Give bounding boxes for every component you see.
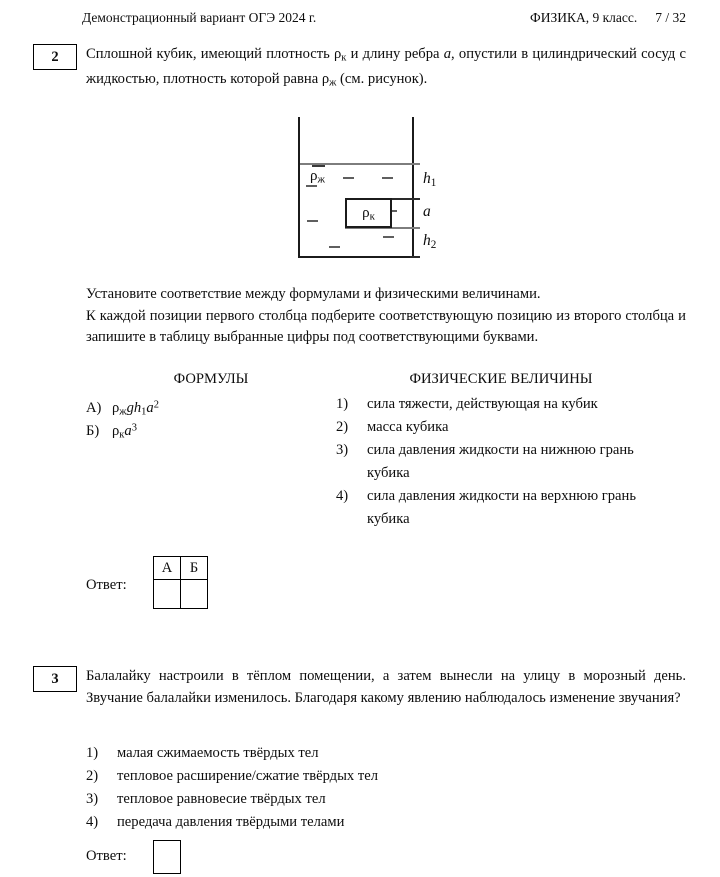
option-text-2: тепловое расширение/сжатие твёрдых тел bbox=[117, 768, 378, 784]
liquid-density-label: $\rho_ж$ bbox=[310, 169, 325, 188]
task-2-statement-text bbox=[86, 44, 686, 94]
option-text-1: малая сжимаемость твёрдых тел bbox=[117, 745, 319, 761]
quantity-row-3 bbox=[336, 439, 676, 485]
quantity-list bbox=[336, 393, 676, 531]
header-right-group bbox=[530, 8, 686, 28]
header-page-number: 7 / 32 bbox=[655, 10, 686, 25]
answer-header-b: Б bbox=[181, 557, 208, 580]
liquid-dash bbox=[383, 236, 394, 238]
task-2-answer-table[interactable] bbox=[153, 556, 208, 609]
header-exam-title: Демонстрационный вариант ОГЭ 2024 г. bbox=[82, 10, 317, 25]
option-text-4: передача давления твёрдыми телами bbox=[117, 814, 345, 830]
quantity-text-2: масса кубика bbox=[367, 419, 449, 435]
task-3-answer-label: Ответ: bbox=[86, 848, 127, 864]
option-row-4[interactable] bbox=[86, 811, 686, 834]
quantity-text-1: сила тяжести, действующая на кубик bbox=[367, 396, 598, 412]
option-marker-3: 3) bbox=[86, 791, 99, 807]
height-label-h2: $h_2$ bbox=[423, 232, 437, 251]
liquid-density-overbar bbox=[312, 165, 325, 167]
vessel-figure bbox=[0, 117, 720, 262]
stmt-part-3: , опустили в цилиндрический сосуд с жидкостью, плотность которой равна bbox=[86, 46, 686, 88]
task-2-answer-label: Ответ: bbox=[86, 577, 127, 593]
task-3-option-list bbox=[86, 742, 686, 834]
option-text-3: тепловое равновесие твёрдых тел bbox=[117, 791, 326, 807]
edge-symbol: a bbox=[443, 46, 452, 62]
height-label-h1: $h_1$ bbox=[423, 170, 437, 189]
quantity-row-1 bbox=[336, 393, 676, 416]
height-label-a: a bbox=[423, 203, 431, 220]
quantity-row-2 bbox=[336, 416, 676, 439]
quantity-row-4 bbox=[336, 485, 676, 531]
stmt-part-1: Сплошной кубик, имеющий плотность bbox=[86, 46, 334, 62]
quantity-marker-2: 2) bbox=[336, 419, 349, 435]
task-3-statement-text: Балалайку настроили в тёплом помещении, а затем вынесли на улицу в морозный день. Звучание балалайки изменилось. Благодаря какому явлению наблюдалось изменение звучания? bbox=[86, 668, 686, 706]
quantity-text-3: сила давления жидкости на нижнюю грань кубика bbox=[367, 442, 634, 481]
liquid-dash bbox=[382, 177, 393, 179]
quantity-marker-1: 1) bbox=[336, 396, 349, 412]
quantity-text-4: сила давления жидкости на верхнюю грань кубика bbox=[367, 488, 636, 527]
option-row-2[interactable] bbox=[86, 765, 686, 788]
option-marker-1: 1) bbox=[86, 745, 99, 761]
instructions-line-1: Установите соответствие между формулами и физическими величинами. bbox=[86, 286, 541, 302]
cube-shape bbox=[345, 198, 392, 228]
answer-cell-b[interactable] bbox=[181, 580, 208, 609]
quantity-marker-3: 3) bbox=[336, 442, 349, 458]
cube-density-label: $\rho_к$ bbox=[362, 205, 375, 223]
answer-table-header-row bbox=[154, 557, 208, 580]
option-row-1[interactable] bbox=[86, 742, 686, 765]
formula-expression-a: $\rho_жgh_1a^2$ bbox=[112, 399, 159, 418]
formula-list bbox=[86, 393, 336, 439]
column-header-quantities: ФИЗИЧЕСКИЕ ВЕЛИЧИНЫ bbox=[409, 371, 593, 387]
column-header-formulas: ФОРМУЛЫ bbox=[173, 371, 249, 387]
formula-row-a bbox=[86, 393, 336, 416]
instructions-line-2: К каждой позиции первого столбца подберите соответствующую позицию из второго столбца и запишите в таблицу выбранные цифры под соответствующими буквами. bbox=[86, 307, 686, 345]
formula-marker-a: А) bbox=[86, 399, 102, 416]
answer-cell-a[interactable] bbox=[154, 580, 181, 609]
task-2-statement bbox=[86, 44, 686, 94]
formula-row-b bbox=[86, 416, 336, 439]
header-subject: ФИЗИКА, 9 класс. bbox=[530, 10, 638, 25]
task-3-number: 3 bbox=[33, 666, 77, 692]
answer-table-input-row bbox=[154, 580, 208, 609]
quantity-marker-4: 4) bbox=[336, 488, 349, 504]
task-3-statement bbox=[86, 666, 686, 709]
formula-expression-b: $\rho_кa^3$ bbox=[112, 422, 137, 441]
task-3-answer-box[interactable] bbox=[153, 840, 181, 874]
liquid-dash bbox=[329, 246, 340, 248]
task-2-instructions bbox=[86, 284, 686, 349]
liquid-dash bbox=[307, 220, 318, 222]
rho-cube-symbol: $\rho_к$ bbox=[334, 46, 347, 64]
liquid-dash bbox=[343, 177, 354, 179]
task-2-number: 2 bbox=[33, 44, 77, 70]
page-header bbox=[82, 8, 686, 28]
stmt-part-2: и длину ребра bbox=[346, 46, 444, 62]
option-row-3[interactable] bbox=[86, 788, 686, 811]
option-marker-2: 2) bbox=[86, 768, 99, 784]
rho-liquid-symbol: $\rho_ж$ bbox=[321, 71, 337, 89]
vessel-bottom-extension-line bbox=[410, 256, 420, 258]
option-marker-4: 4) bbox=[86, 814, 99, 830]
answer-header-a: А bbox=[154, 557, 181, 580]
formula-marker-b: Б) bbox=[86, 422, 100, 439]
stmt-part-4: (см. рисунок). bbox=[336, 71, 428, 88]
